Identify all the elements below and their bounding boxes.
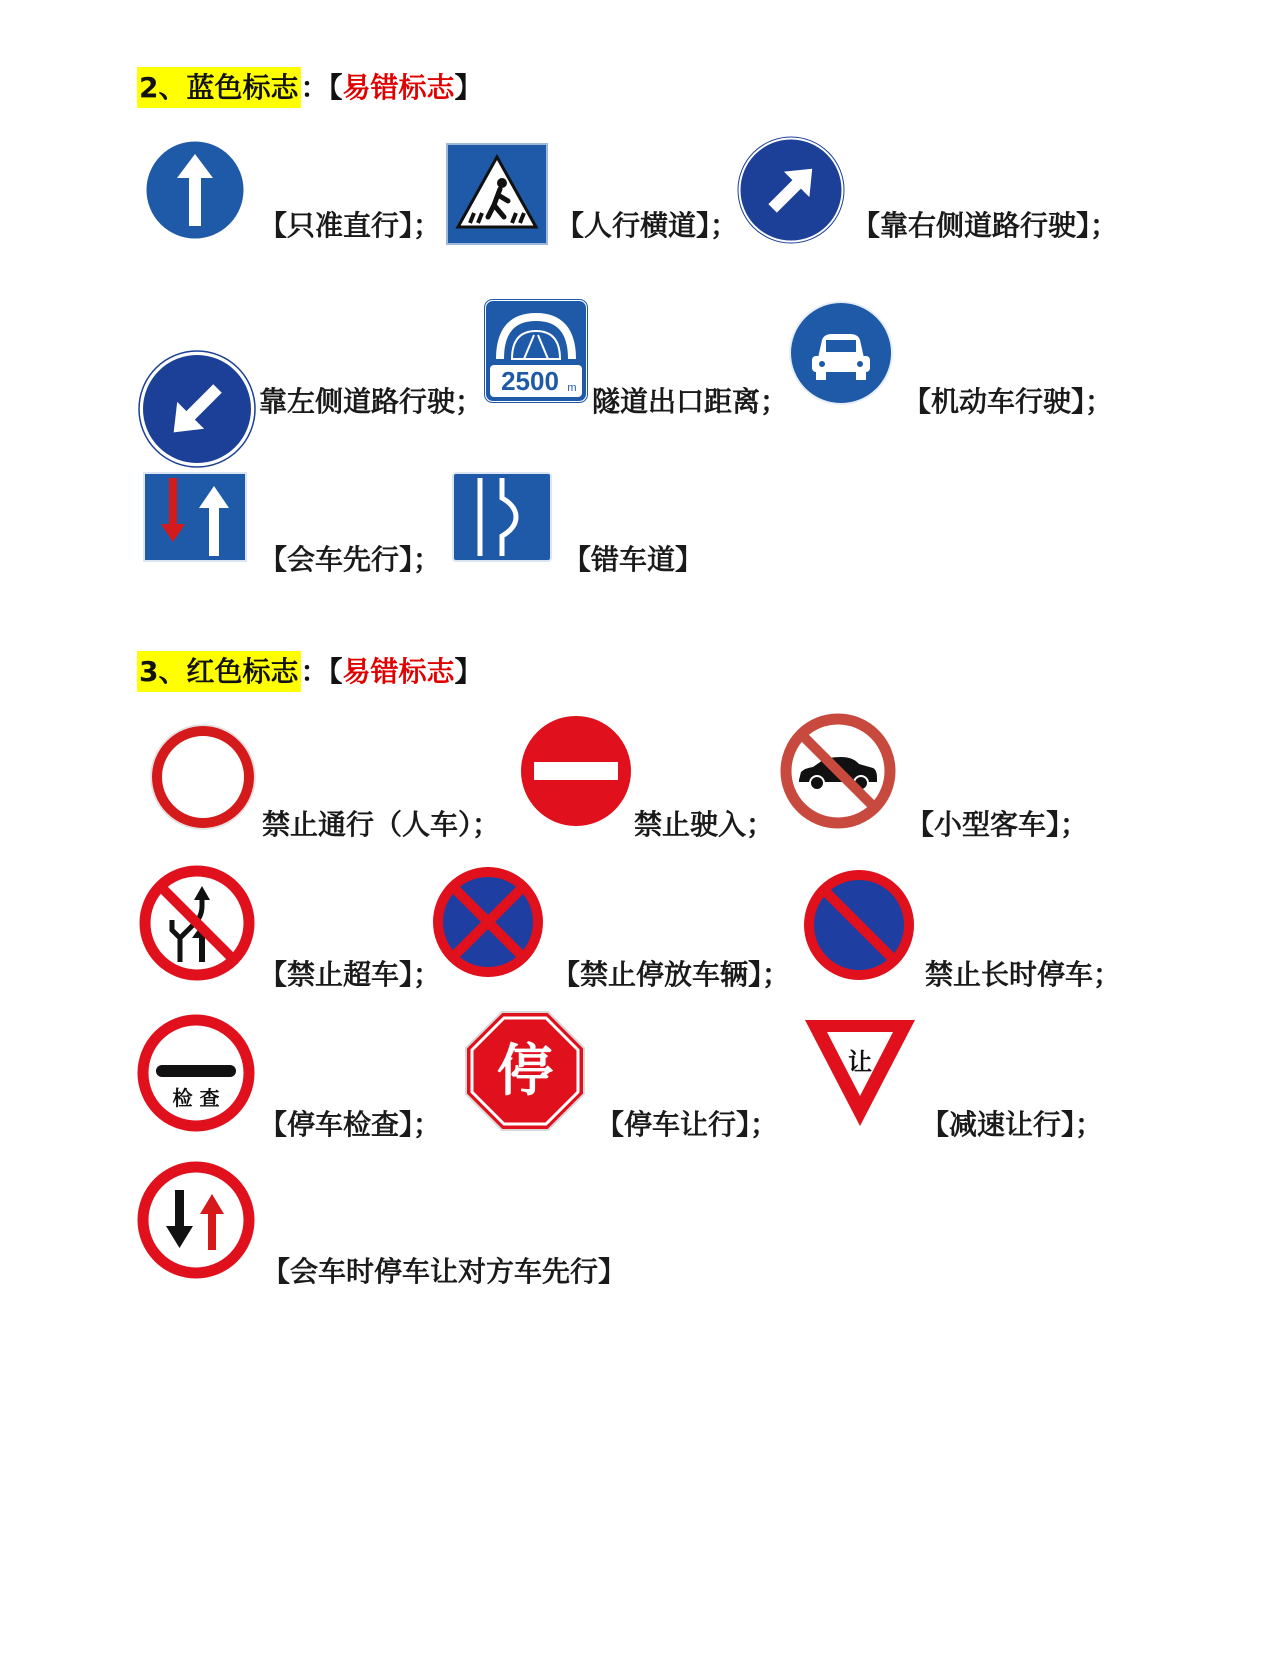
heading-colon: ：	[300, 71, 329, 104]
no-long-term-parking-icon	[803, 869, 915, 981]
sign-label: 【会车时停车让对方车先行】	[262, 1255, 627, 1288]
sign-yield-text: 让	[848, 1048, 872, 1076]
heading-colon: ：	[300, 655, 329, 688]
sign-stop-text: 停	[497, 1039, 553, 1104]
sign-label: 禁止通行（人车）；	[262, 808, 501, 841]
section-title: 红色标志	[186, 655, 299, 688]
sign-label: 【只准直行】；	[259, 209, 442, 242]
sign-inspection-text: 检 查	[172, 1086, 220, 1110]
no-entry-icon	[520, 715, 632, 827]
pedestrian-crossing-icon	[446, 143, 548, 245]
section-heading-red	[137, 650, 483, 690]
bracket-close: 】	[454, 71, 483, 104]
sign-label: 【会车先行】；	[259, 543, 442, 576]
passing-bay-icon	[452, 472, 552, 562]
keep-left-icon	[138, 350, 256, 468]
no-stopping-icon	[432, 866, 544, 978]
stop-sign-icon	[464, 1010, 586, 1132]
sign-label: 【停车让行】；	[596, 1108, 779, 1141]
section-number: 2、	[139, 71, 187, 104]
bracket-open: 【	[328, 71, 343, 104]
priority-over-oncoming-icon	[143, 472, 247, 562]
sign-label: 靠左侧道路行驶；	[259, 385, 484, 418]
error-prone-tag: 易错标志	[342, 655, 455, 688]
sign-label: 【禁止超车】；	[259, 958, 442, 991]
error-prone-tag: 易错标志	[342, 71, 455, 104]
no-small-passenger-car-icon	[779, 712, 897, 830]
sign-label: 【靠右侧道路行驶】；	[852, 209, 1119, 242]
sign-label: 禁止驶入；	[634, 808, 775, 841]
sign-label: 禁止长时停车；	[925, 958, 1122, 991]
straight-ahead-only-icon	[143, 138, 247, 242]
sign-label: 【人行横道】；	[556, 209, 739, 242]
sign-distance-text: 2500	[501, 366, 559, 396]
sign-label: 【停车检查】；	[259, 1108, 442, 1141]
motor-vehicle-lane-icon	[788, 300, 894, 406]
bracket-open: 【	[328, 655, 343, 688]
sign-label: 【机动车行驶】；	[903, 385, 1114, 418]
section-number: 3、	[139, 655, 187, 688]
section-heading-blue	[137, 66, 483, 106]
sign-unit-text: m	[567, 382, 577, 394]
yield-sign-icon	[801, 1016, 919, 1130]
sign-label: 【禁止停放车辆】；	[552, 958, 791, 991]
bracket-close: 】	[454, 655, 483, 688]
tunnel-exit-distance-icon	[484, 299, 588, 403]
no-overtaking-icon	[138, 864, 256, 982]
sign-label: 【小型客车】；	[906, 808, 1089, 841]
sign-label: 隧道出口距离；	[592, 385, 789, 418]
stop-for-inspection-icon	[136, 1013, 256, 1133]
keep-right-icon	[737, 136, 845, 244]
sign-label: 【错车道】	[563, 543, 704, 576]
give-way-to-oncoming-icon	[136, 1160, 256, 1280]
section-title: 蓝色标志	[186, 71, 299, 104]
no-entry-for-all-icon	[150, 724, 256, 830]
sign-label: 【减速让行】；	[921, 1108, 1104, 1141]
